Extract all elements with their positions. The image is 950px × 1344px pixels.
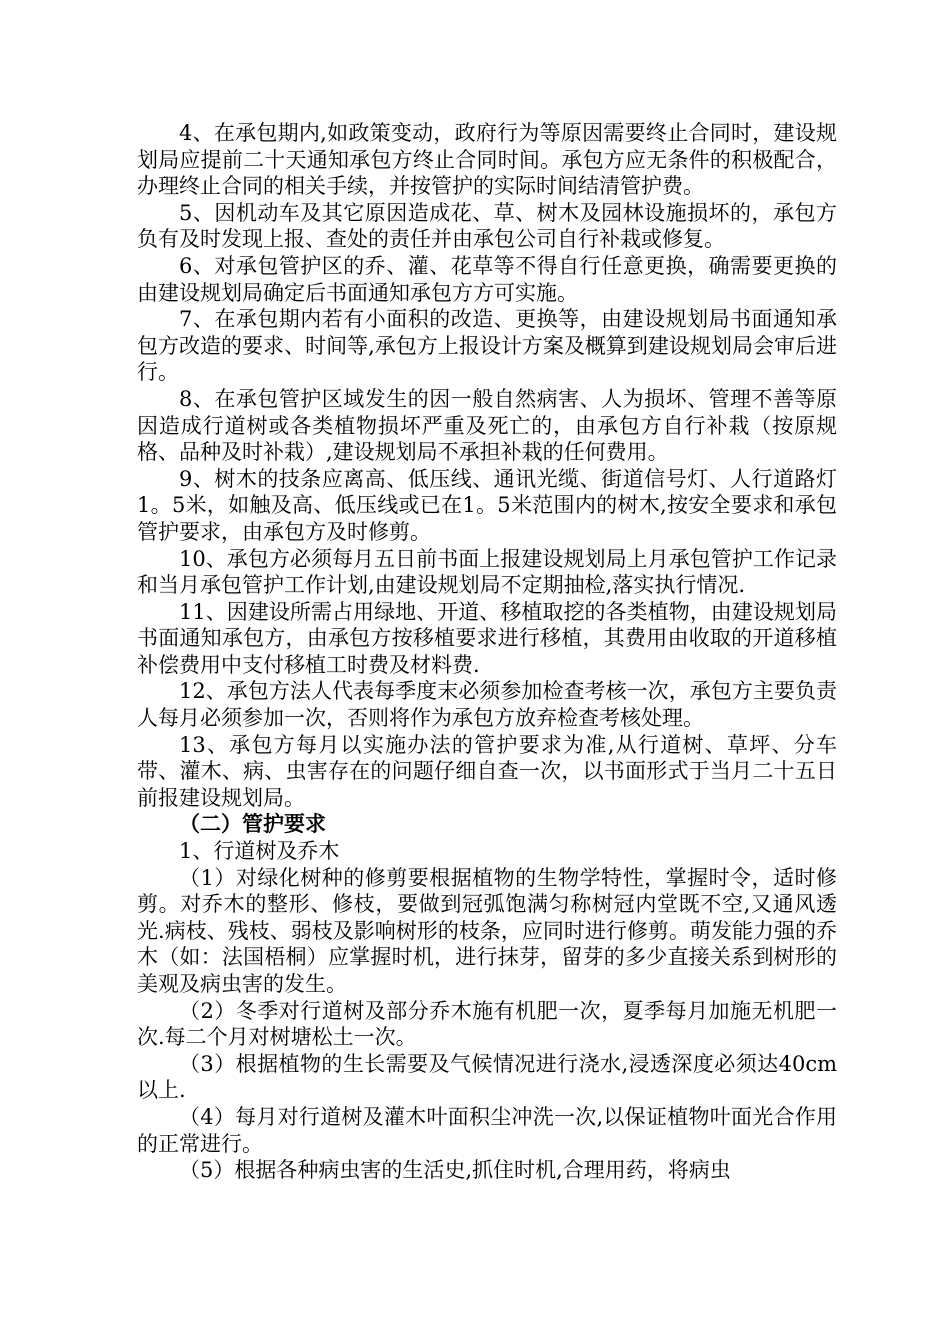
- requirement-2: （2）冬季对行道树及部分乔木施有机肥一次，夏季每月加施无机肥一次.每二个月对树塘松土一次。: [137, 998, 837, 1050]
- clause-12: 12、承包方法人代表每季度末必须参加检查考核一次，承包方主要负责人每月必须参加一次，否则将作为承包方放弃检查考核处理。: [137, 679, 837, 731]
- subsection-heading: 1、行道树及乔木: [179, 839, 340, 864]
- section-heading: （二）管护要求: [179, 811, 326, 837]
- clause-10: 10、承包方必须每月五日前书面上报建设规划局上月承包管护工作记录和当月承包管护工作计划,由建设规划局不定期抽检,落实执行情况.: [137, 546, 837, 598]
- clause-6: 6、对承包管护区的乔、灌、花草等不得自行任意更换，确需要更换的由建设规划局确定后书面通知承包方方可实施。: [137, 253, 837, 305]
- clause-8: 8、在承包管护区域发生的因一般自然病害、人为损坏、管理不善等原因造成行道树或各类植物损坏严重及死亡的，由承包方自行补栽（按原规格、品种及时补栽）,建设规划局不承担补栽的任何费用。: [137, 386, 837, 465]
- document-page: [137, 120, 837, 1184]
- clause-11: 11、因建设所需占用绿地、开道、移植取挖的各类植物，由建设规划局书面通知承包方，由承包方按移植要求进行移植，其费用由收取的开道移植补偿费用中支付移植工时费及材料费.: [137, 599, 837, 677]
- clause-4: 4、在承包期内,如政策变动，政府行为等原因需要终止合同时，建设规划局应提前二十天通知承包方终止合同时间。承包方应无条件的积极配合，办理终止合同的相关手续，并按管护的实际时间结清管护费。: [137, 121, 837, 199]
- requirement-3: （3）根据植物的生长需要及气候情况进行浇水,浸透深度必须达40cm以上.: [137, 1051, 837, 1103]
- requirement-4: （4）每月对行道树及灌木叶面积尘冲洗一次,以保证植物叶面光合作用的正常进行。: [137, 1104, 837, 1156]
- requirement-1: （1）对绿化树种的修剪要根据植物的生物学特性，掌握时令，适时修剪。对乔木的整形、修枝，要做到冠弧饱满匀称树冠内堂既不空,又通风透光.病枝、残枝、弱枝及影响树形的枝条，应同时进行修剪。萌发能力强的乔木（如：法国梧桐）应掌握时机，进行抹芽，留芽的多少直接关系到树形的美观及病虫害的发生。: [137, 865, 837, 996]
- clause-13: 13、承包方每月以实施办法的管护要求为准,从行道树、草坪、分车带、灌木、病、虫害存在的问题仔细自查一次，以书面形式于当月二十五日前报建设规划局。: [137, 732, 837, 810]
- clause-7: 7、在承包期内若有小面积的改造、更换等，由建设规划局书面通知承包方改造的要求、时间等,承包方上报设计方案及概算到建设规划局会审后进行。: [137, 307, 837, 385]
- clause-5: 5、因机动车及其它原因造成花、草、树木及园林设施损坏的，承包方负有及时发现上报、查处的责任并由承包公司自行补栽或修复。: [137, 200, 837, 252]
- requirement-5: （5）根据各种病虫害的生活史,抓住时机,合理用药，将病虫: [179, 1158, 731, 1183]
- clause-9: 9、树木的技条应离高、低压线、通讯光缆、街道信号灯、人行道路灯1。5米，如触及高、低压线或已在1。5米范围内的树木,按安全要求和承包管护要求，由承包方及时修剪。: [137, 466, 837, 544]
